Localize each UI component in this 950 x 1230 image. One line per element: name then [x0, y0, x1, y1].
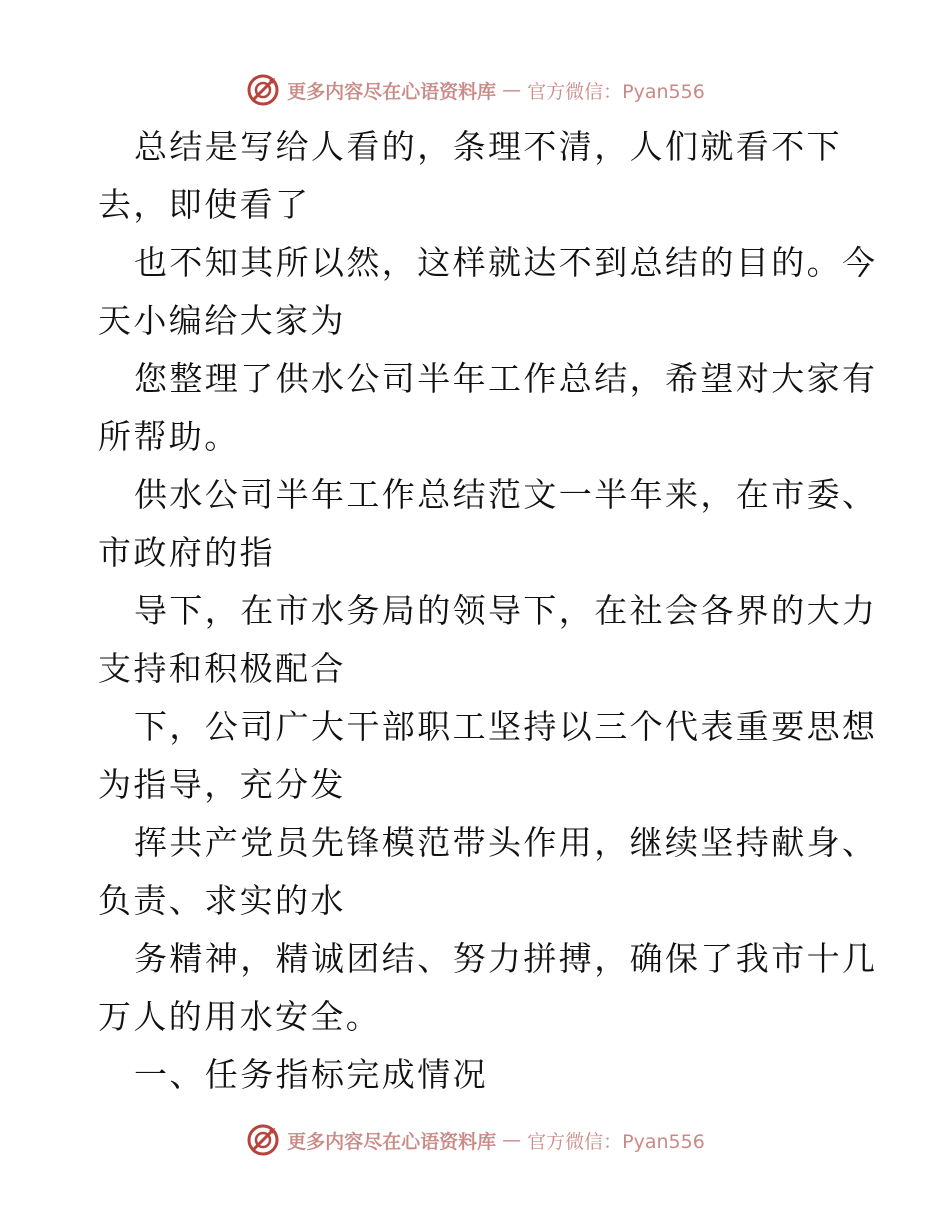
- text-line: 所帮助。: [98, 417, 240, 456]
- text-line: 支持和积极配合: [98, 649, 346, 688]
- text-line: 去，即使看了: [98, 185, 311, 224]
- watermark-separator: —: [502, 1129, 522, 1151]
- text-line: 负责、求实的水: [98, 881, 346, 920]
- document-body: [98, 118, 878, 1104]
- text-line: 总结是写给人看的，条理不清，人们就看不下: [134, 127, 842, 166]
- watermark-separator: —: [502, 79, 522, 101]
- text-line: 您整理了供水公司半年工作总结，希望对大家有: [134, 359, 878, 398]
- logo-icon: [245, 1122, 281, 1158]
- watermark-brand: 更多内容尽在心语资料库: [287, 1130, 497, 1153]
- logo-icon: [245, 72, 281, 108]
- text-line: 供水公司半年工作总结范文一半年来，在市委、: [134, 475, 878, 514]
- section-heading: 一、任务指标完成情况: [134, 1055, 488, 1094]
- text-line: 导下，在市水务局的领导下，在社会各界的大力: [134, 591, 878, 630]
- text-line: 挥共产党员先锋模范带头作用，继续坚持献身、: [134, 823, 878, 862]
- footer-watermark: [0, 1120, 950, 1160]
- text-line: 也不知其所以然，这样就达不到总结的目的。今: [134, 243, 878, 282]
- text-line: 万人的用水安全。: [98, 997, 382, 1036]
- watermark-contact: 官方微信：Pyan556: [527, 1130, 705, 1153]
- text-line: 务精神，精诚团结、努力拼搏，确保了我市十几: [134, 939, 878, 978]
- text-line: 下，公司广大干部职工坚持以三个代表重要思想: [134, 707, 878, 746]
- watermark-contact: 官方微信：Pyan556: [527, 80, 705, 103]
- watermark-brand: 更多内容尽在心语资料库: [287, 80, 497, 103]
- text-line: 市政府的指: [98, 533, 275, 572]
- text-line: 为指导，充分发: [98, 765, 346, 804]
- header-watermark: [0, 70, 950, 110]
- text-line: 天小编给大家为: [98, 301, 346, 340]
